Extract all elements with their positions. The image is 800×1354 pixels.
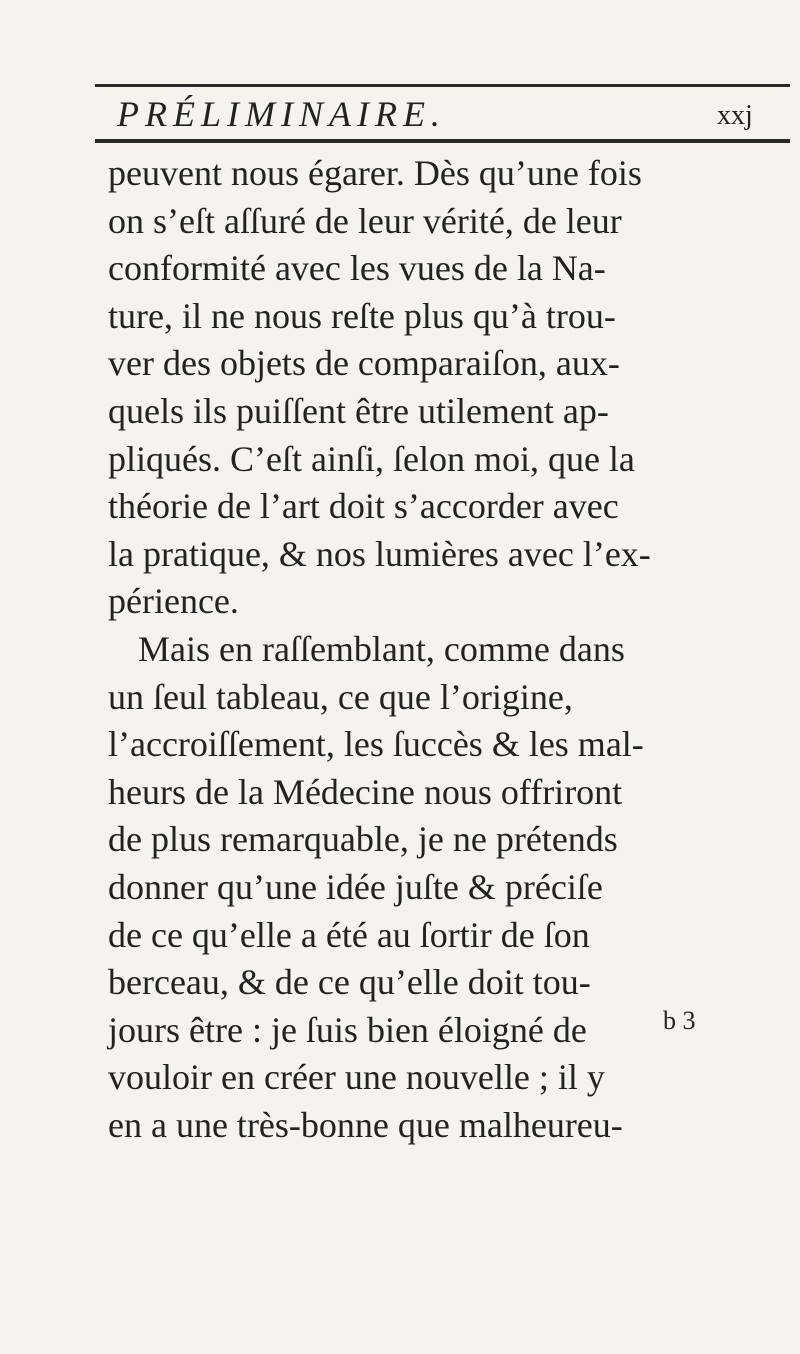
text-line: de plus remarquable, je ne prétends: [108, 819, 618, 860]
text-line: pliqués. C’eſt ainſi, ſelon moi, que la: [108, 438, 635, 479]
running-header: [117, 92, 797, 136]
text-line: on s’eſt aſſuré de leur vérité, de leur: [108, 200, 622, 241]
text-line: berceau, & de ce qu’elle doit tou-: [108, 962, 591, 1003]
text-line: la pratique, & nos lumières avec l’ex-: [108, 533, 651, 574]
signature-mark: b 3: [663, 1006, 696, 1035]
body-text: [108, 150, 800, 1149]
text-line: ver des objets de comparaiſon, aux-: [108, 343, 620, 384]
text-line: jours être : je ſuis bien éloigné de: [108, 1009, 587, 1050]
text-line: un ſeul tableau, ce que l’origine,: [108, 676, 573, 717]
paragraph-start-line: Mais en raſſemblant, comme dans: [138, 628, 625, 669]
text-line: heurs de la Médecine nous offriront: [108, 771, 623, 812]
text-line: vouloir en créer une nouvelle ; il y: [108, 1057, 605, 1098]
text-line: ture, il ne nous reſte plus qu’à trou-: [108, 295, 616, 336]
text-line: conformité avec les vues de la Na-: [108, 248, 606, 289]
page-number: xxj: [717, 100, 753, 131]
text-line: en a une très-bonne que malheureu-: [108, 1104, 623, 1145]
text-line: quels ils puiſſent être utilement ap-: [108, 390, 609, 431]
text-line: théorie de l’art doit s’accorder avec: [108, 486, 619, 527]
header-rule: [95, 139, 790, 143]
top-rule: [95, 84, 790, 87]
text-line: peuvent nous égarer. Dès qu’une fois: [108, 153, 642, 193]
running-title: PRÉLIMINAIRE.: [117, 94, 446, 134]
text-line: périence.: [108, 581, 239, 622]
text-line: donner qu’une idée juſte & préciſe: [108, 866, 603, 907]
text-line: de ce qu’elle a été au ſortir de ſon: [108, 914, 590, 955]
text-line: l’accroiſſement, les ſuccès & les mal-: [108, 724, 644, 765]
